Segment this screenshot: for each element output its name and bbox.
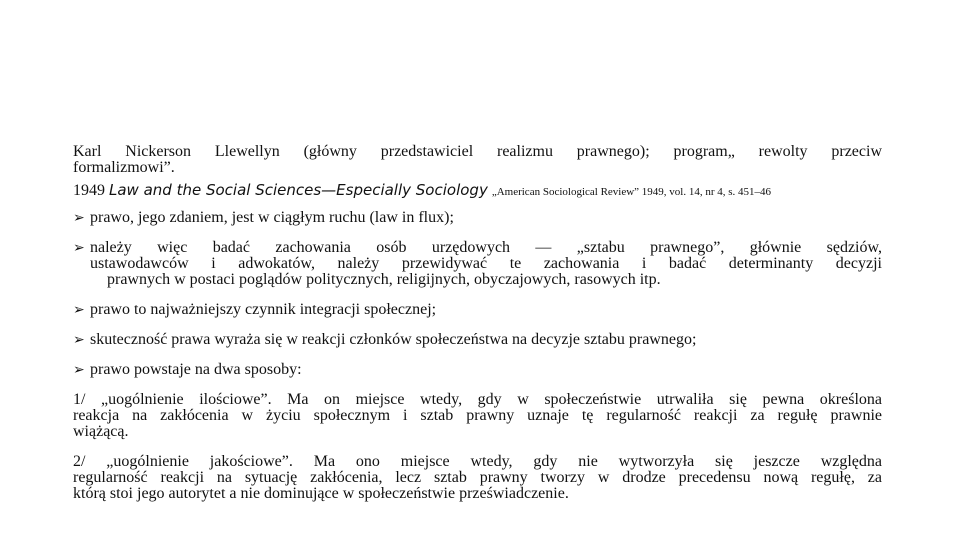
way-line: którą stoi jego autorytet a nie dominujące w społeczeństwie przeświadczenie. [73,485,569,502]
arrow-bullet-icon: ➢ [73,302,85,318]
bullet-line: prawo, jego zdaniem, jest w ciągłym ruchu (law in flux); [90,209,454,226]
citation-title: Law and the Social Sciences—Especially Sociology [109,181,488,199]
intro-line-2: formalizmowi”. [73,159,175,176]
bullet-line: prawnych w postaci poglądów politycznych, religijnych, obyczajowych, rasowych itp. [107,271,661,288]
way-line: reakcja na zakłócenia w życiu społecznym i sztab prawny uznaje tę regularność reakcji za regułę prawnie [73,407,882,424]
intro-paragraph [73,144,882,176]
arrow-bullet-icon: ➢ [73,210,85,226]
arrow-bullet-icon: ➢ [73,362,85,378]
way-line: 2/ „uogólnienie jakościowe”. Ma ono miejsce wtedy, gdy nie wytworzyła się jeszcze względna [73,453,882,470]
way-line: 1/ „uogólnienie ilościowe”. Ma on miejsce wtedy, gdy w społeczeństwie utrwaliła się pewna określona [73,391,882,408]
citation-paragraph [73,181,882,200]
bullet-line: prawo powstaje na dwa sposoby: [90,361,302,378]
way-paragraph-1 [73,392,882,440]
arrow-bullet-icon: ➢ [73,332,85,348]
way-line: regularność reakcji na sytuację zakłócenia, lecz sztab prawny tworzy w drodze precedensu nową regułę, za [73,469,882,486]
citation-year: 1949 [73,182,105,199]
bullet-item [73,302,882,318]
bullet-line: należy więc badać zachowania osób urzędowych — „sztabu prawnego”, głównie sędziów, [90,239,882,256]
way-line: wiążącą. [73,423,129,440]
citation-source: „American Sociological Review” 1949, vol. 14, nr 4, s. 451–46 [491,186,772,198]
bullet-item [73,362,882,378]
bullet-line: skuteczność prawa wyraża się w reakcji członków społeczeństwa na decyzje sztabu prawnego; [90,331,697,348]
intro-line-1: Karl Nickerson Llewellyn (główny przedstawiciel realizmu prawnego); program„ rewolty przeciw [73,143,882,160]
bullet-item [73,240,882,288]
bullet-line: ustawodawców i adwokatów, należy przewidywać te zachowania i badać determinanty decyzji [90,255,882,272]
way-paragraph-2 [73,454,882,502]
bullet-item [73,210,882,226]
slide-content [73,144,882,502]
bullet-line: prawo to najważniejszy czynnik integracji społecznej; [90,301,437,318]
arrow-bullet-icon: ➢ [73,240,85,256]
bullet-item [73,332,882,348]
